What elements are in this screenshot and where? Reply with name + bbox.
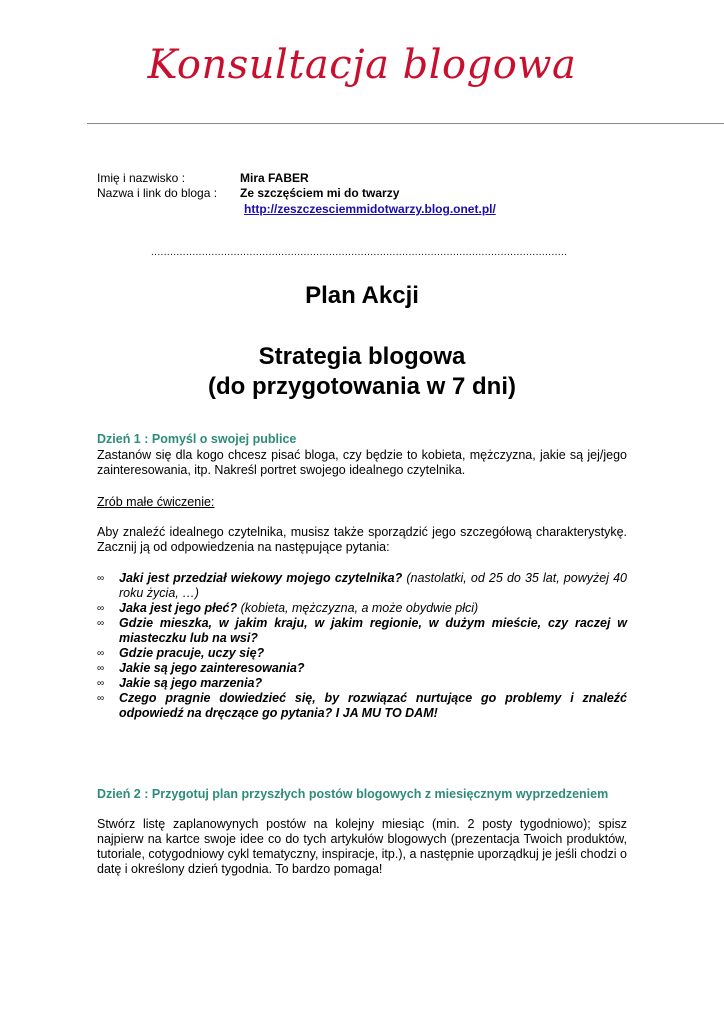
day1-intro: Zastanów się dla kogo chcesz pisać bloga, czy będzie to kobieta, mężczyzna, jakie są jej/jego zainteresowania, itp. Nakreśl portret swojego idealnego czytelnika. [97, 448, 627, 477]
infinity-bullet-icon: ∞ [97, 573, 105, 584]
day2-text: Stwórz listę zaplanowynych postów na kolejny miesiąc (min. 2 posty tygodniowo); spisz najpierw na kartce swoje idee co do tych artykułów blogowych (prezentacja Twoich produktów, tutoriale, cotygodniowy cykl tematyczny, inspiracje, itp.), a następnie uporządkuj je jeśli chodzi o datę i określony dzień tygodnia. To bardzo pomaga! [97, 817, 627, 876]
infinity-bullet-icon: ∞ [97, 648, 105, 659]
question-list [97, 571, 627, 721]
blog-name: Ze szczęściem mi do twarzy [240, 186, 400, 200]
day1-title: Dzień 1 : Pomyśl o swojej publice [97, 432, 297, 446]
infinity-bullet-icon: ∞ [97, 618, 105, 629]
list-item: ∞ Czego pragnie dowiedzieć się, by rozwiązać nurtujące go problemy i znaleźć odpowiedź na dręczące go pytania? I JA MU TO DAM! [97, 691, 627, 720]
list-item: ∞ Jaka jest jego płeć? (kobieta, mężczyzna, a może obydwie płci) [97, 601, 479, 615]
plan-title: Plan Akcji [305, 282, 419, 309]
exercise-heading: Zrób małe ćwiczenie: [97, 495, 215, 509]
list-item: ∞ Gdzie mieszka, w jakim kraju, w jakim regionie, w dużym mieście, czy raczej w miasteczku lub na wsi? [97, 616, 627, 645]
name-label: Imię i nazwisko : [97, 171, 186, 185]
exercise-text: Aby znaleźć idealnego czytelnika, musisz także sporządzić jego szczegółową charakterystykę. Zacznij ją od odpowiedzenia na następujące pytania: [97, 525, 627, 554]
blog-label: Nazwa i link do bloga : [97, 186, 218, 200]
day2-title: Dzień 2 : Przygotuj plan przyszłych postów blogowych z miesięcznym wyprzedzeniem [97, 787, 609, 801]
name-value: Mira FABER [240, 171, 309, 185]
strategy-subtitle: (do przygotowania w 7 dni) [208, 373, 516, 400]
blog-url-link[interactable]: http://zeszczesciemmidotwarzy.blog.onet.pl/ [244, 202, 496, 216]
header-divider [87, 123, 724, 124]
infinity-bullet-icon: ∞ [97, 678, 105, 689]
list-item: ∞ Jaki jest przedział wiekowy mojego czytelnika? (nastolatki, od 25 do 35 lat, powyżej 40 roku życia, …) [97, 571, 627, 600]
infinity-bullet-icon: ∞ [97, 693, 105, 704]
brand-title: Konsultacja blogowa [147, 42, 577, 88]
strategy-title: Strategia blogowa [258, 343, 466, 370]
list-item: ∞ Jakie są jego zainteresowania? [97, 661, 305, 675]
list-item: ∞ Gdzie pracuje, uczy się? [97, 646, 265, 660]
dotted-separator: ................................................................................................................................... [151, 247, 568, 258]
infinity-bullet-icon: ∞ [97, 663, 105, 674]
list-item: ∞ Jakie są jego marzenia? [97, 676, 263, 690]
infinity-bullet-icon: ∞ [97, 603, 105, 614]
